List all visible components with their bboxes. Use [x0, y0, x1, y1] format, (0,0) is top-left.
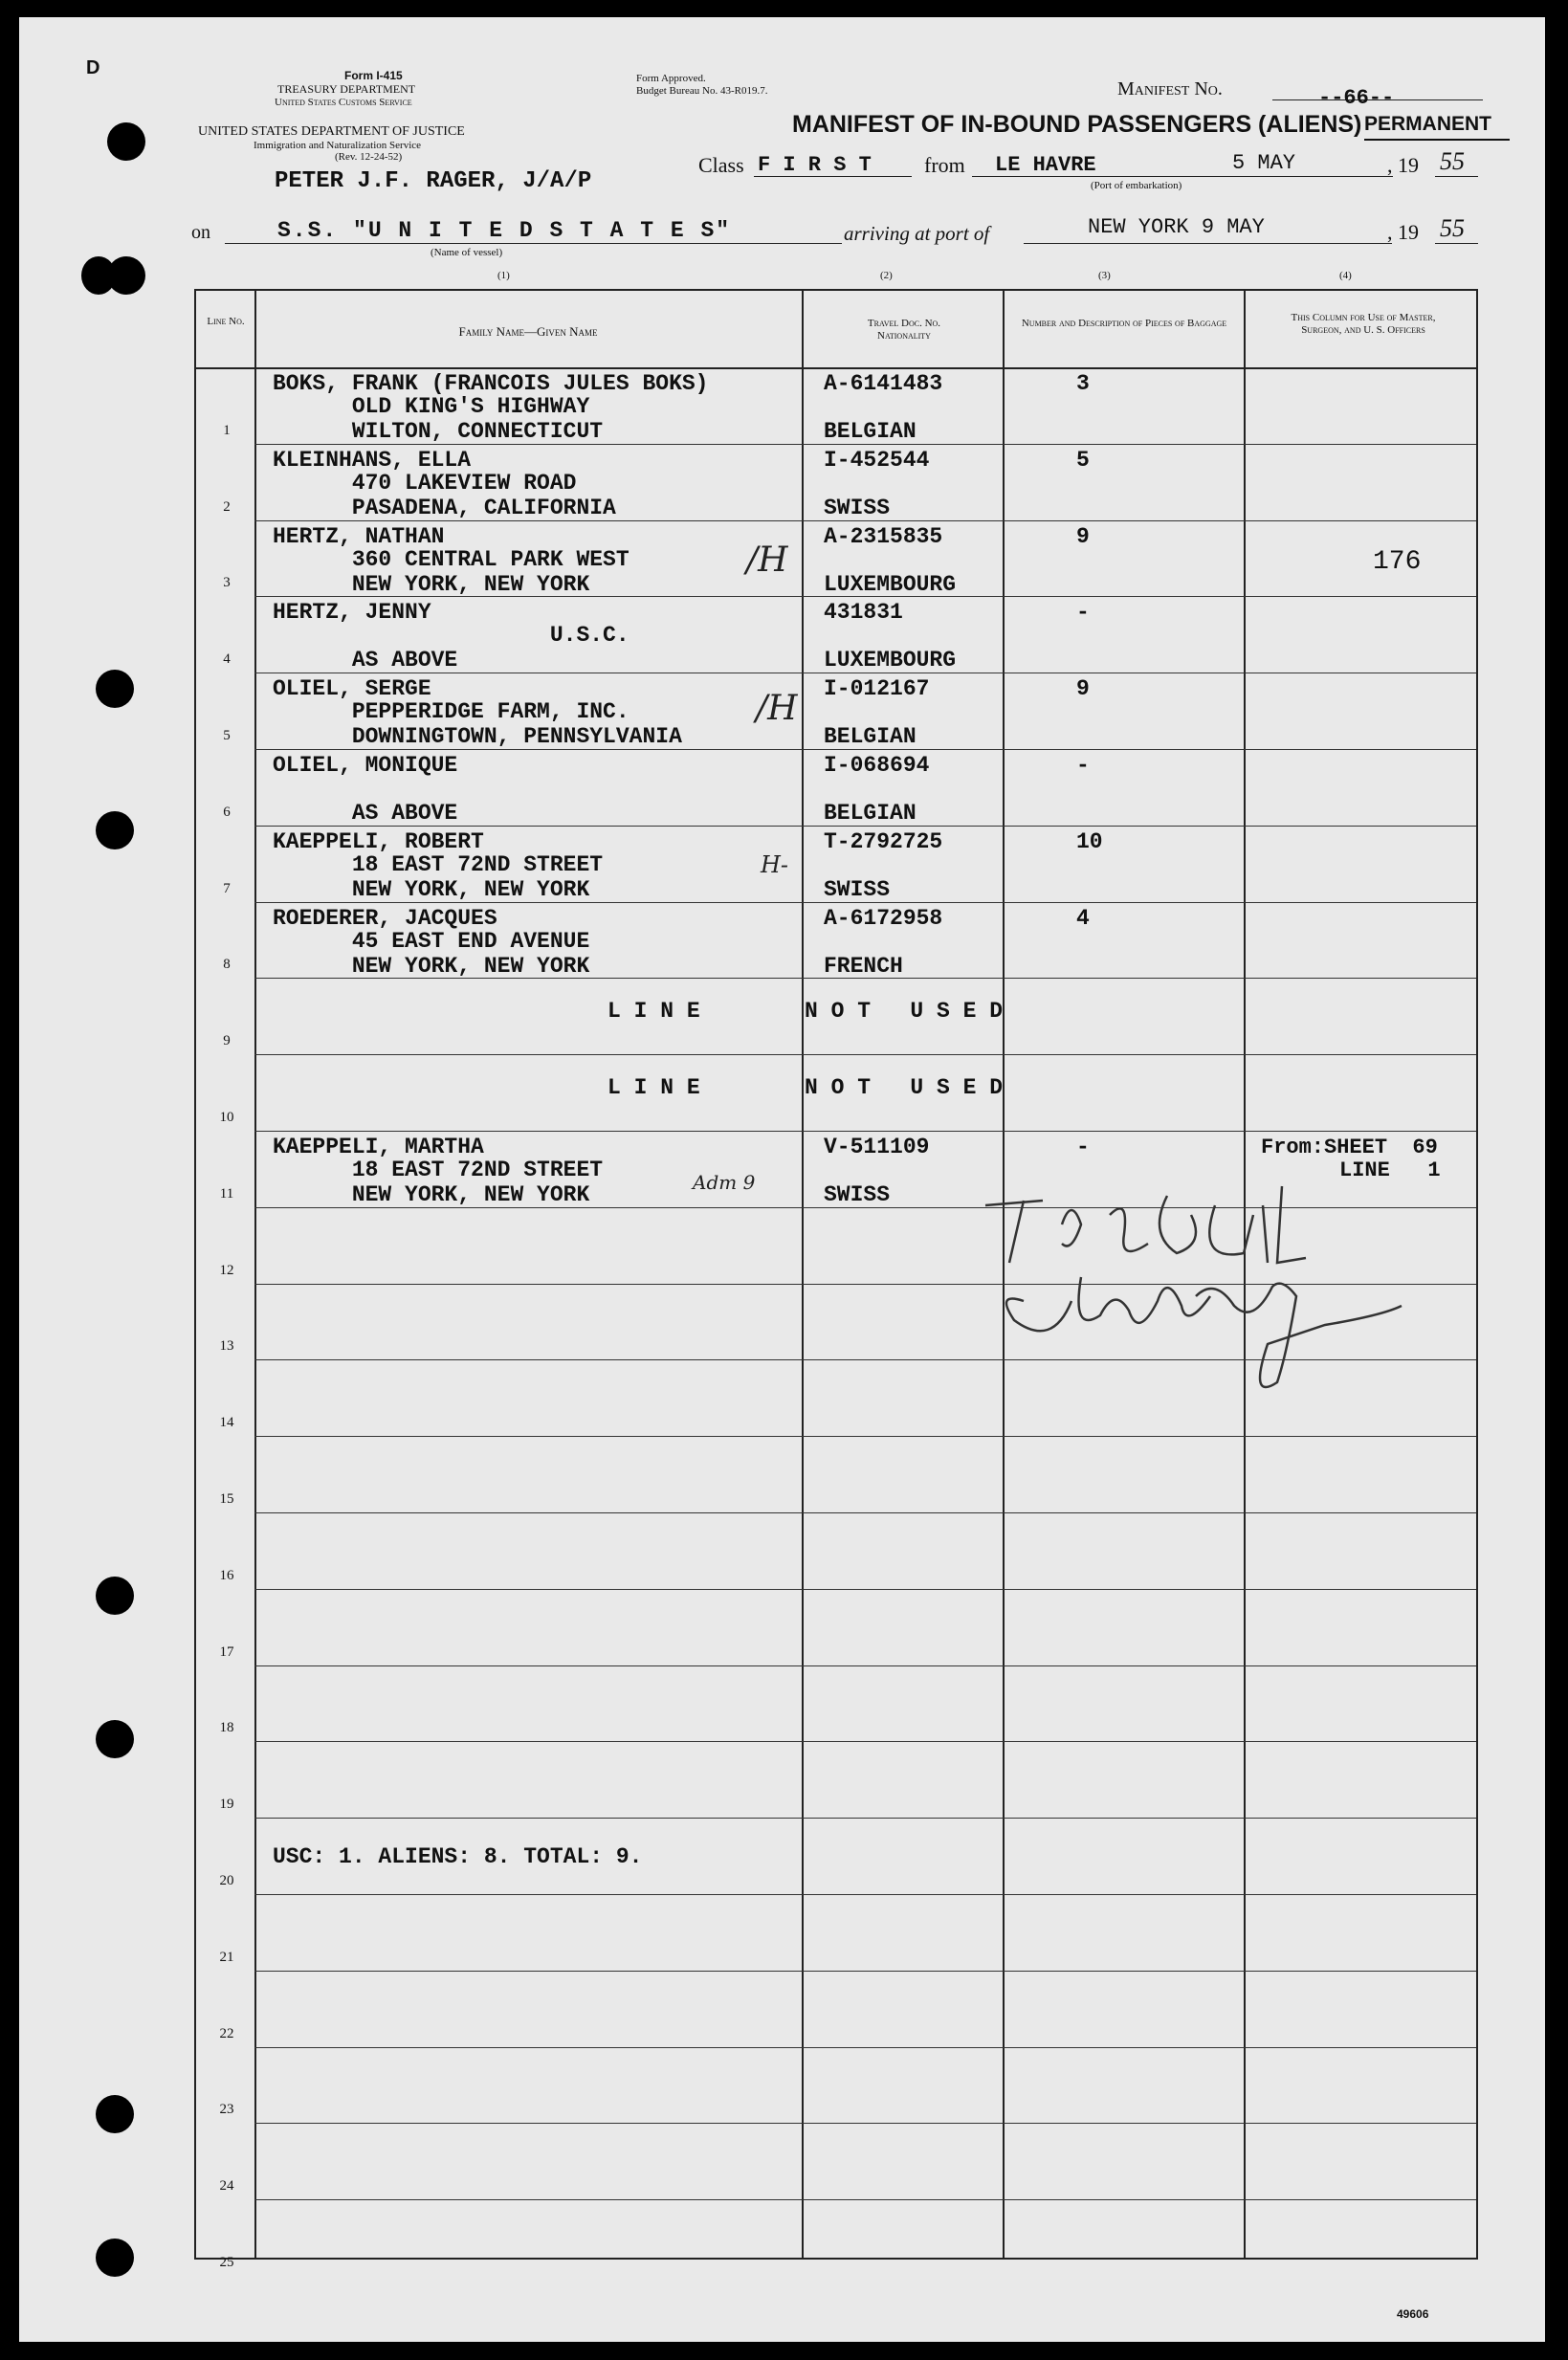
nationality: BELGIAN	[824, 724, 917, 749]
travel-doc-number: A-2315835	[824, 524, 943, 549]
nationality: FRENCH	[824, 954, 903, 979]
vessel-name: S.S. "U N I T E D S T A T E S"	[277, 218, 732, 243]
nationality: BELGIAN	[824, 801, 917, 826]
handwritten-mark: H-	[761, 851, 789, 878]
line-number: 10	[219, 1110, 234, 1125]
col-baggage: Number and Description of Pieces of Baggage	[1021, 318, 1227, 329]
line-number: 3	[223, 575, 231, 590]
passenger-address-line1: 45 EAST END AVENUE	[273, 929, 590, 954]
line-number: 25	[219, 2255, 234, 2270]
line-number: 12	[219, 1263, 234, 1278]
travel-doc-number: I-012167	[824, 676, 930, 701]
passenger-address-line1: 470 LAKEVIEW ROAD	[273, 471, 577, 496]
nationality: LUXEMBOURG	[824, 648, 957, 673]
baggage-count: 9	[1076, 676, 1090, 701]
line-number: 20	[219, 1873, 234, 1888]
budget-bureau: Budget Bureau No. 43-R019.7.	[636, 85, 768, 97]
passenger-name: KAEPPELI, ROBERT	[273, 829, 484, 854]
nationality: SWISS	[824, 877, 891, 902]
col-num-4: (4)	[1339, 270, 1352, 281]
punch-hole	[96, 2239, 134, 2277]
line-number: 23	[219, 2102, 234, 2117]
line-not-used-label: L I N E	[607, 1075, 700, 1100]
arrival-year: 55	[1440, 214, 1465, 242]
col-name: Family Name—Given Name	[458, 324, 598, 339]
corner-letter: D	[86, 57, 100, 78]
customs-service: United States Customs Service	[275, 97, 412, 108]
passenger-address-line1: OLD KING'S HIGHWAY	[273, 394, 590, 419]
manifest-no: --66--	[1318, 86, 1395, 110]
officer-name: PETER J.F. RAGER, J/A/P	[275, 168, 592, 194]
arriving-label: arriving at port of	[844, 222, 990, 245]
line-number: 21	[219, 1950, 234, 1965]
col-num-2: (2)	[880, 270, 893, 281]
line-number: 17	[219, 1644, 234, 1660]
port-embark-note: (Port of embarkation)	[1091, 180, 1182, 191]
line-number: 1	[223, 423, 231, 438]
baggage-count: 10	[1076, 829, 1103, 854]
passenger-address-line1: U.S.C.	[273, 623, 629, 648]
passenger-name: KLEINHANS, ELLA	[273, 448, 472, 473]
line-number: 19	[219, 1797, 234, 1812]
punch-hole	[96, 1577, 134, 1615]
line-number: 18	[219, 1720, 234, 1735]
passenger-name: ROEDERER, JACQUES	[273, 906, 497, 931]
line-number: 13	[219, 1338, 234, 1354]
officer-note: 176	[1373, 547, 1422, 577]
ins-service: Immigration and Naturalization Service	[254, 140, 422, 151]
signature	[966, 1167, 1464, 1397]
nationality: SWISS	[824, 1182, 891, 1207]
handwritten-mark: Adm 9	[693, 1171, 756, 1194]
col-officers: This Column for Use of Master, Surgeon, and U. S. Officers	[1291, 312, 1436, 336]
travel-doc-number: A-6172958	[824, 906, 943, 931]
passenger-name: HERTZ, JENNY	[273, 600, 431, 625]
passenger-name: HERTZ, NATHAN	[273, 524, 445, 549]
travel-doc-number: I-452544	[824, 448, 930, 473]
from-label: from	[924, 153, 965, 177]
line-number: 14	[219, 1415, 234, 1430]
punch-hole	[96, 1720, 134, 1758]
baggage-count: -	[1076, 753, 1090, 778]
baggage-count: -	[1076, 600, 1090, 625]
passenger-name: BOKS, FRANK (FRANCOIS JULES BOKS)	[273, 371, 709, 396]
travel-doc-number: A-6141483	[824, 371, 943, 396]
line-number: 15	[219, 1491, 234, 1507]
baggage-count: 9	[1076, 524, 1090, 549]
passenger-name: KAEPPELI, MARTHA	[273, 1135, 484, 1159]
punch-hole	[96, 2095, 134, 2133]
line-not-used-label: N O T U S E D	[805, 999, 1004, 1024]
passenger-address-line2: NEW YORK, NEW YORK	[273, 954, 590, 979]
col-travel-doc: Travel Doc. No. Nationality	[867, 318, 941, 342]
passenger-address-line2: AS ABOVE	[273, 648, 458, 673]
permanent-stamp: PERMANENT	[1364, 113, 1492, 135]
form-approved: Form Approved.	[636, 73, 706, 84]
manifest-title: MANIFEST OF IN-BOUND PASSENGERS (ALIENS)	[792, 111, 1362, 138]
line-not-used-label: L I N E	[607, 999, 700, 1024]
line-number: 5	[223, 728, 231, 743]
nationality: SWISS	[824, 496, 891, 520]
manifest-no-label: Manifest No.	[1117, 78, 1223, 99]
punch-hole	[107, 122, 145, 161]
line-number: 2	[223, 499, 231, 515]
officer-note: From:SHEET 69	[1261, 1136, 1438, 1159]
passenger-name: OLIEL, MONIQUE	[273, 753, 458, 778]
travel-doc-number: 431831	[824, 600, 903, 625]
col-num-3: (3)	[1098, 270, 1111, 281]
passenger-name: OLIEL, SERGE	[273, 676, 431, 701]
passenger-address-line2: NEW YORK, NEW YORK	[273, 877, 590, 902]
passenger-address-line1: 360 CENTRAL PARK WEST	[273, 547, 629, 572]
handwritten-mark: /H	[756, 689, 798, 728]
class-label: Class	[698, 153, 744, 177]
line-number: 8	[223, 957, 231, 972]
handwritten-mark: /H	[746, 540, 788, 580]
punch-hole	[96, 670, 134, 708]
embark-year-prefix: , 19	[1387, 153, 1419, 177]
baggage-count: 5	[1076, 448, 1090, 473]
vessel-note: (Name of vessel)	[431, 247, 503, 258]
arrival-year-prefix: , 19	[1387, 220, 1419, 244]
travel-doc-number: V-511109	[824, 1135, 930, 1159]
passenger-address-line2: NEW YORK, NEW YORK	[273, 1182, 590, 1207]
travel-doc-number: I-068694	[824, 753, 930, 778]
col-num-1: (1)	[497, 270, 510, 281]
line-not-used-label: N O T U S E D	[805, 1075, 1004, 1100]
baggage-count: -	[1076, 1135, 1090, 1159]
arrival-port-date: NEW YORK 9 MAY	[1088, 215, 1265, 239]
line-number: 7	[223, 881, 231, 896]
form-code: 49606	[1397, 2307, 1429, 2321]
line-number: 22	[219, 2026, 234, 2041]
line-number: 6	[223, 805, 231, 820]
punch-hole	[107, 256, 145, 295]
form-number: Form I-415	[344, 69, 403, 82]
passenger-address-line1: 18 EAST 72ND STREET	[273, 1158, 604, 1182]
embark-year: 55	[1440, 147, 1465, 175]
line-number: 24	[219, 2178, 234, 2194]
revision: (Rev. 12-24-52)	[335, 151, 403, 163]
passenger-address-line2: DOWNINGTOWN, PENNSYLVANIA	[273, 724, 682, 749]
officer-note: LINE 1	[1339, 1158, 1441, 1182]
baggage-count: 4	[1076, 906, 1090, 931]
on-label: on	[191, 222, 210, 243]
passenger-address-line1: 18 EAST 72ND STREET	[273, 852, 604, 877]
embark-date: 5 MAY	[1232, 151, 1296, 175]
passenger-address-line2: AS ABOVE	[273, 801, 458, 826]
class-value: F I R S T	[758, 153, 872, 177]
line-number: 16	[219, 1568, 234, 1583]
passenger-address-line2: NEW YORK, NEW YORK	[273, 572, 590, 597]
line-number: 9	[223, 1033, 231, 1048]
baggage-count: 3	[1076, 371, 1090, 396]
treasury-dept: TREASURY DEPARTMENT	[277, 82, 416, 96]
travel-doc-number: T-2792725	[824, 829, 943, 854]
punch-hole	[96, 811, 134, 849]
nationality: LUXEMBOURG	[824, 572, 957, 597]
line-number: 4	[223, 651, 231, 667]
justice-dept: UNITED STATES DEPARTMENT OF JUSTICE	[198, 124, 465, 139]
passenger-summary: USC: 1. ALIENS: 8. TOTAL: 9.	[273, 1844, 643, 1869]
passenger-address-line2: WILTON, CONNECTICUT	[273, 419, 604, 444]
embark-port: LE HAVRE	[995, 153, 1096, 177]
passenger-address-line2: PASADENA, CALIFORNIA	[273, 496, 616, 520]
passenger-address-line1: PEPPERIDGE FARM, INC.	[273, 699, 629, 724]
col-line-no: Line No.	[207, 316, 245, 327]
nationality: BELGIAN	[824, 419, 917, 444]
line-number: 11	[219, 1186, 234, 1202]
